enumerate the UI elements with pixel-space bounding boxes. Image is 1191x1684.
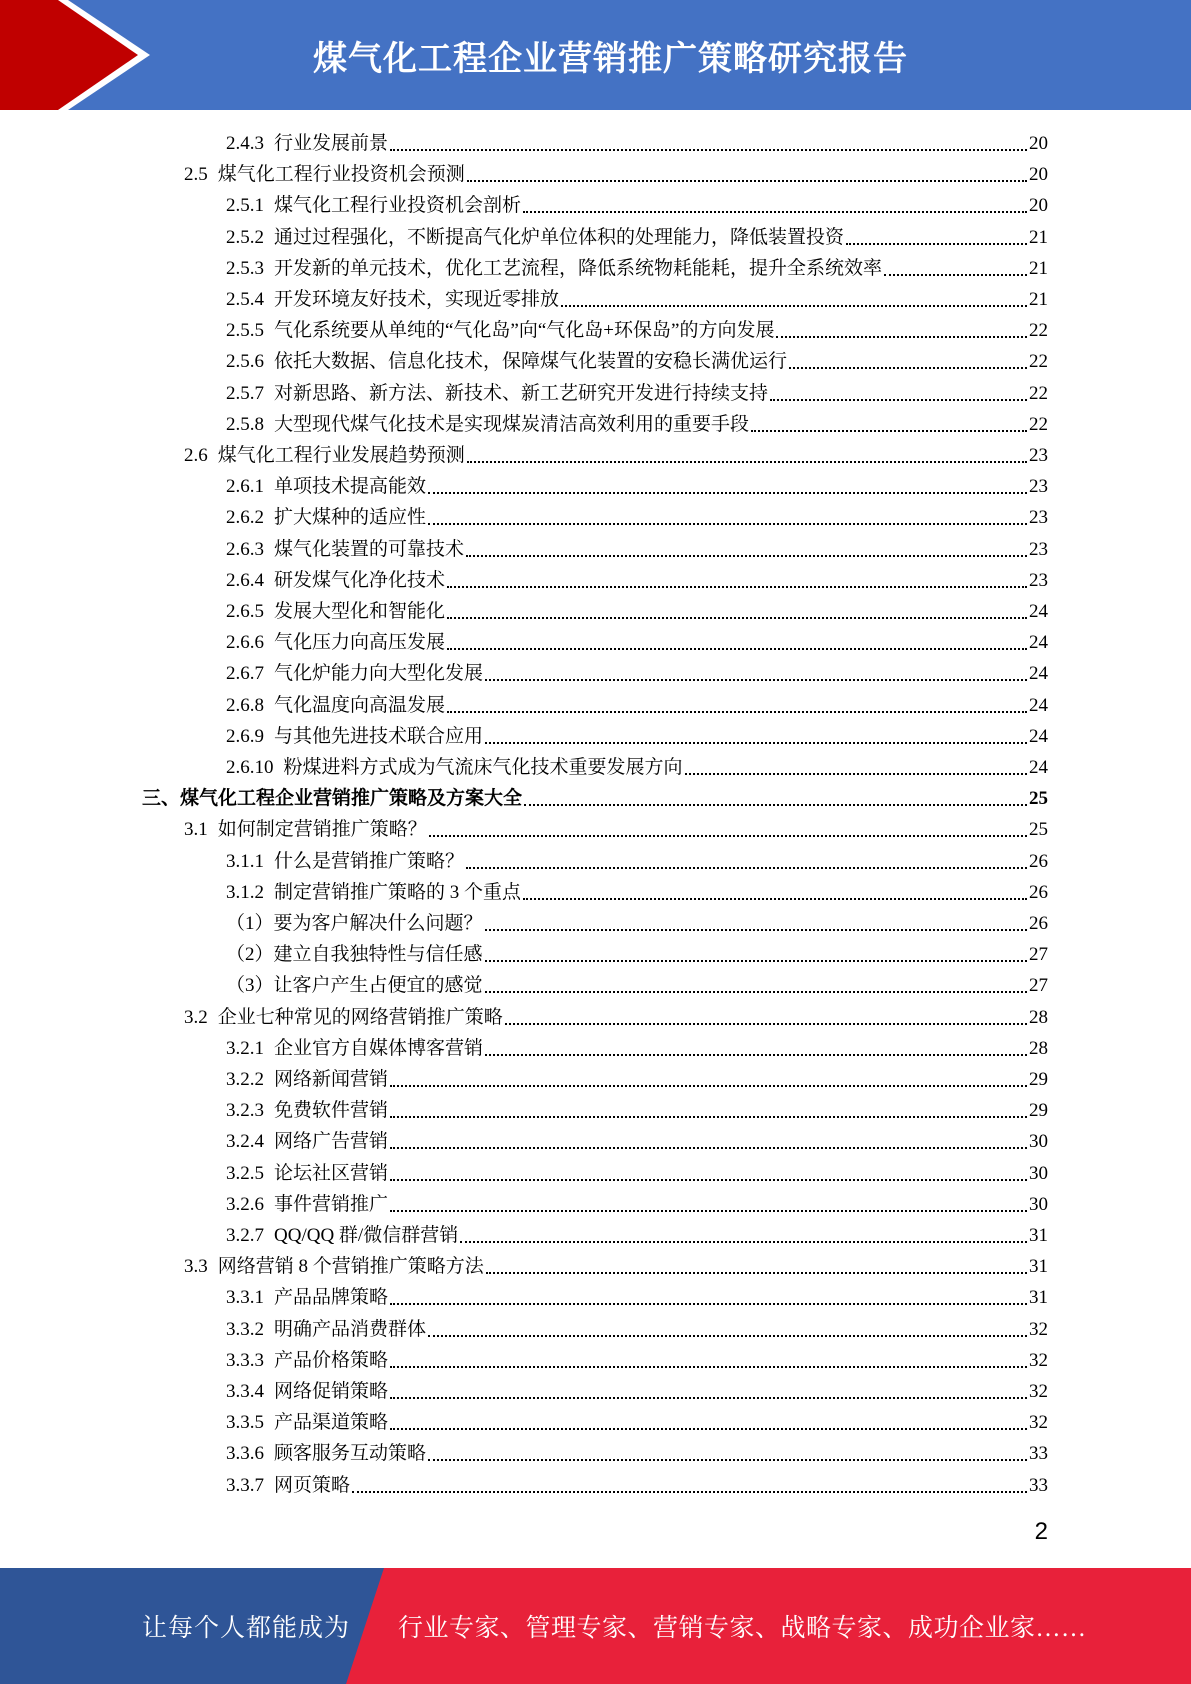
toc-entry[interactable]: [226, 908, 1048, 939]
toc-entry-title: 发展大型化和智能化: [274, 601, 446, 622]
toc-entry-title: 产品价格策略: [274, 1349, 389, 1371]
toc-entry-page: 23: [1029, 538, 1048, 560]
toc-dot-leader: [776, 336, 1027, 338]
toc-entry-page: 24: [1029, 757, 1048, 778]
toc-dot-leader: [789, 367, 1027, 369]
toc-entry-page: 24: [1029, 725, 1048, 747]
toc-entry[interactable]: [184, 1002, 1048, 1033]
toc-entry[interactable]: [142, 783, 1048, 814]
toc-entry[interactable]: [226, 627, 1048, 658]
toc-entry[interactable]: [226, 846, 1048, 877]
toc-entry-title: 论坛社区营销: [274, 1162, 389, 1184]
toc-entry-page: 30: [1029, 1193, 1048, 1215]
toc-entry[interactable]: [226, 222, 1048, 253]
toc-entry-title: 气化压力向高压发展: [274, 632, 446, 654]
toc-entry-page: 23: [1029, 507, 1048, 529]
toc-dot-leader: [561, 305, 1027, 307]
toc-entry-number: 2.6.4: [226, 569, 264, 591]
toc-entry-title: 如何制定营销推广策略？: [217, 819, 427, 841]
toc-entry-title: 气化系统要从单纯的“气化岛”向“气化岛+环保岛”的方向发展: [274, 320, 775, 342]
toc-entry-title: 网页策略: [274, 1474, 351, 1496]
toc-entry-page: 22: [1029, 382, 1048, 404]
toc-entry-page: 21: [1029, 257, 1048, 279]
toc-dot-leader: [352, 1491, 1027, 1493]
toc-entry[interactable]: [184, 159, 1048, 190]
toc-dot-leader: [524, 804, 1027, 806]
toc-entry[interactable]: [226, 1189, 1048, 1220]
toc-entry-title: QQ/QQ 群/微信群营销: [274, 1225, 459, 1246]
toc-entry-number: 2.6.1: [226, 476, 264, 498]
toc-entry[interactable]: [226, 378, 1048, 409]
toc-entry-page: 20: [1029, 164, 1048, 186]
toc-entry-number: 2.6.2: [226, 507, 264, 529]
toc-entry-page: 32: [1029, 1381, 1048, 1402]
toc-entry[interactable]: [226, 284, 1048, 315]
toc-dot-leader: [685, 773, 1027, 775]
toc-entry-title: 开发新的单元技术，优化工艺流程，降低系统物耗能耗，提升全系统效率: [274, 257, 883, 279]
toc-entry-page: 23: [1029, 569, 1048, 591]
toc-entry[interactable]: [226, 1126, 1048, 1157]
toc-entry[interactable]: [184, 440, 1048, 471]
toc-entry-title: 大型现代煤气化技术是实现煤炭清洁高效利用的重要手段: [274, 413, 750, 435]
toc-entry-title: （3）让客户产生占便宜的感觉: [226, 975, 483, 997]
toc-dot-leader: [751, 430, 1027, 432]
toc-entry-page: 22: [1029, 320, 1048, 342]
toc-entry-page: 31: [1029, 1287, 1048, 1309]
toc-dot-leader: [770, 399, 1027, 401]
toc-entry-page: 21: [1029, 289, 1048, 310]
toc-entry-title: 行业发展前景: [274, 133, 389, 154]
toc-entry-title: 通过过程强化，不断提高气化炉单位体积的处理能力，降低装置投资: [274, 226, 845, 248]
toc-entry-number: 2.4.3: [226, 133, 264, 154]
toc-entry-number: 3.3.3: [226, 1349, 264, 1371]
toc-dot-leader: [390, 1085, 1027, 1087]
toc-entry-page: 30: [1029, 1162, 1048, 1184]
toc-entry-title: 免费软件营销: [274, 1100, 389, 1122]
toc-entry-title: 制定营销推广策略的 3 个重点: [274, 881, 522, 903]
toc-dot-leader: [390, 149, 1027, 151]
toc-dot-leader: [466, 867, 1027, 869]
toc-entry-page: 31: [1029, 1225, 1048, 1246]
toc-entry-number: 2.6.9: [226, 725, 264, 747]
toc-entry-title: 三、煤气化工程企业营销推广策略及方案大全: [142, 788, 523, 810]
toc-entry-number: 3.2.6: [226, 1193, 264, 1215]
toc-entry-title: 与其他先进技术联合应用: [274, 725, 484, 747]
toc-entry[interactable]: [226, 1064, 1048, 1095]
toc-entry-number: 3.3.6: [226, 1443, 264, 1465]
toc-entry-page: 24: [1029, 601, 1048, 622]
toc-entry-number: 2.6.6: [226, 632, 264, 654]
toc-entry-number: 2.6.5: [226, 601, 264, 622]
toc-entry-title: 粉煤进料方式成为气流床气化技术重要发展方向: [283, 757, 683, 778]
toc-entry-number: 3.1.1: [226, 850, 264, 872]
toc-entry[interactable]: [226, 502, 1048, 533]
toc-dot-leader: [447, 617, 1027, 619]
red-chevron-decoration: [0, 0, 150, 110]
toc-entry[interactable]: [226, 596, 1048, 627]
toc-entry-page: 23: [1029, 476, 1048, 498]
toc-dot-leader: [390, 1303, 1027, 1305]
toc-entry-number: 3.3: [184, 1256, 208, 1278]
toc-dot-leader: [485, 929, 1027, 931]
footer-slogan-left: 让每个人都能成为: [142, 1615, 351, 1642]
toc-entry-title: （1）要为客户解决什么问题？: [226, 913, 483, 934]
toc-dot-leader: [485, 1054, 1027, 1056]
toc-entry[interactable]: [226, 1095, 1048, 1126]
toc-dot-leader: [390, 1428, 1027, 1430]
toc-entry-page: 28: [1029, 1006, 1048, 1028]
toc-entry-number: 3.2.5: [226, 1162, 264, 1184]
toc-entry-title: 研发煤气化净化技术: [274, 569, 446, 591]
toc-entry-page: 28: [1029, 1037, 1048, 1059]
toc-entry[interactable]: [184, 1251, 1048, 1282]
toc-entry-page: 27: [1029, 944, 1048, 966]
toc-dot-leader: [467, 461, 1027, 463]
toc-entry-title: 产品品牌策略: [274, 1287, 389, 1309]
toc-entry-number: 3.3.5: [226, 1412, 264, 1434]
toc-entry-number: 3.3.7: [226, 1474, 264, 1496]
toc-entry-number: 3.1: [184, 819, 208, 841]
toc-dot-leader: [428, 492, 1027, 494]
toc-entry[interactable]: [226, 534, 1048, 565]
toc-entry-page: 24: [1029, 632, 1048, 654]
toc-entry-page: 23: [1029, 445, 1048, 466]
toc-entry-page: 24: [1029, 694, 1048, 716]
toc-entry-number: 2.5: [184, 164, 208, 186]
toc-entry-number: 2.5.4: [226, 289, 264, 310]
toc-entry-page: 20: [1029, 195, 1048, 217]
toc-entry[interactable]: [226, 315, 1048, 346]
toc-entry-page: 25: [1029, 819, 1048, 841]
toc-entry[interactable]: [226, 253, 1048, 284]
toc-dot-leader: [467, 180, 1027, 182]
toc-entry[interactable]: [226, 1470, 1048, 1501]
toc-entry-number: 2.5.8: [226, 413, 264, 435]
toc-dot-leader: [390, 1147, 1027, 1149]
toc-entry[interactable]: [226, 346, 1048, 377]
toc-dot-leader: [390, 1366, 1027, 1368]
toc-entry-number: 2.5.7: [226, 382, 264, 404]
toc-entry[interactable]: [226, 1033, 1048, 1064]
toc-entry[interactable]: [226, 128, 1048, 159]
toc-entry-number: 2.6.3: [226, 538, 264, 560]
toc-entry-number: 3.2.2: [226, 1069, 264, 1090]
toc-entry[interactable]: [226, 1220, 1048, 1251]
toc-dot-leader: [390, 1179, 1027, 1181]
toc-entry-number: 2.6.7: [226, 663, 264, 685]
toc-entry-title: 什么是营销推广策略？: [274, 850, 465, 872]
toc-entry-page: 21: [1029, 226, 1048, 248]
toc-entry-title: 扩大煤种的适应性: [274, 507, 427, 529]
toc-entry-number: 3.3.2: [226, 1318, 264, 1340]
toc-entry[interactable]: [226, 939, 1048, 970]
toc-entry-page: 26: [1029, 881, 1048, 903]
toc-entry-page: 31: [1029, 1256, 1048, 1278]
page-footer: [0, 1568, 1191, 1684]
toc-entry-title: 气化炉能力向大型化发展: [274, 663, 484, 685]
toc-dot-leader: [390, 1397, 1027, 1399]
toc-entry-title: 事件营销推广: [274, 1193, 389, 1215]
toc-entry[interactable]: [226, 1158, 1048, 1189]
toc-dot-leader: [523, 211, 1027, 213]
toc-entry[interactable]: [226, 1314, 1048, 1345]
toc-dot-leader: [485, 742, 1027, 744]
toc-entry-page: 33: [1029, 1474, 1048, 1496]
toc-entry-title: 网络促销策略: [274, 1381, 389, 1402]
report-title: 煤气化工程企业营销推广策略研究报告: [313, 38, 908, 79]
toc-dot-leader: [460, 1241, 1027, 1243]
toc-dot-leader: [390, 1116, 1027, 1118]
toc-entry-title: 煤气化工程行业发展趋势预测: [217, 445, 465, 466]
toc-entry-number: 2.5.2: [226, 226, 264, 248]
toc-dot-leader: [485, 960, 1027, 962]
toc-entry-number: 3.2.3: [226, 1100, 264, 1122]
toc-entry[interactable]: [226, 471, 1048, 502]
toc-entry-number: 2.5.5: [226, 320, 264, 342]
toc-entry-number: 3.3.4: [226, 1381, 264, 1402]
toc-entry-page: 32: [1029, 1318, 1048, 1340]
toc-entry-title: 顾客服务互动策略: [274, 1443, 427, 1465]
toc-entry-page: 26: [1029, 850, 1048, 872]
toc-entry-page: 30: [1029, 1131, 1048, 1153]
toc-entry-page: 26: [1029, 913, 1048, 934]
toc-entry[interactable]: [226, 565, 1048, 596]
toc-entry-number: 3.2.4: [226, 1131, 264, 1153]
toc-entry-page: 22: [1029, 351, 1048, 373]
toc-entry[interactable]: [226, 1376, 1048, 1407]
toc-dot-leader: [447, 586, 1027, 588]
toc-entry-page: 29: [1029, 1069, 1048, 1090]
toc-entry-page: 33: [1029, 1443, 1048, 1465]
toc-entry-title: 网络新闻营销: [274, 1069, 389, 1090]
toc-entry-number: 3.3.1: [226, 1287, 264, 1309]
toc-dot-leader: [884, 274, 1027, 276]
toc-dot-leader: [428, 1335, 1027, 1337]
toc-entry-title: 明确产品消费群体: [274, 1318, 427, 1340]
toc-dot-leader: [523, 898, 1027, 900]
toc-entry-page: 20: [1029, 133, 1048, 154]
toc-entry-title: 依托大数据、信息化技术，保障煤气化装置的安稳长满优运行: [274, 351, 788, 373]
toc-dot-leader: [390, 1210, 1027, 1212]
toc-entry-title: 企业七种常见的网络营销推广策略: [217, 1006, 503, 1028]
toc-dot-leader: [485, 991, 1027, 993]
toc-entry-title: 煤气化工程行业投资机会剖析: [274, 195, 522, 217]
toc-entry-title: 气化温度向高温发展: [274, 694, 446, 716]
toc-entry-title: 网络广告营销: [274, 1131, 389, 1153]
toc-entry-title: 网络营销 8 个营销推广策略方法: [217, 1256, 484, 1278]
toc-entry[interactable]: [226, 970, 1048, 1001]
toc-entry-page: 27: [1029, 975, 1048, 997]
toc-entry-title: 单项技术提高能效: [274, 476, 427, 498]
footer-slogan-right: 行业专家、管理专家、营销专家、战略专家、成功企业家……: [398, 1615, 1087, 1642]
toc-entry-title: 产品渠道策略: [274, 1412, 389, 1434]
toc-entry[interactable]: [226, 1345, 1048, 1376]
toc-dot-leader: [846, 243, 1027, 245]
toc-entry-page: 22: [1029, 413, 1048, 435]
toc-entry-number: 2.6.10: [226, 757, 274, 778]
toc-entry-title: 开发环境友好技术，实现近零排放: [274, 289, 560, 310]
toc-dot-leader: [466, 555, 1027, 557]
toc-entry-number: 2.6.8: [226, 694, 264, 716]
toc-entry-number: 3.2.1: [226, 1037, 264, 1059]
toc-entry[interactable]: [226, 1438, 1048, 1469]
page-header: [0, 0, 1191, 110]
toc-entry[interactable]: [226, 1407, 1048, 1438]
toc-entry[interactable]: [226, 409, 1048, 440]
toc-entry-title: （2）建立自我独特性与信任感: [226, 944, 483, 966]
toc-entry-page: 32: [1029, 1349, 1048, 1371]
toc-entry-page: 29: [1029, 1100, 1048, 1122]
toc-entry[interactable]: [226, 658, 1048, 689]
toc-entry-number: 3.2.7: [226, 1225, 264, 1246]
toc-entry-page: 32: [1029, 1412, 1048, 1434]
toc-entry[interactable]: [226, 690, 1048, 721]
toc-entry-number: 2.6: [184, 445, 208, 466]
toc-dot-leader: [486, 1272, 1027, 1274]
toc-entry-number: 2.5.1: [226, 195, 264, 217]
toc-entry-title: 企业官方自媒体博客营销: [274, 1037, 484, 1059]
toc-entry-page: 24: [1029, 663, 1048, 685]
toc-entry[interactable]: [226, 877, 1048, 908]
page-number: 2: [1034, 1518, 1048, 1545]
toc-entry-title: 煤气化装置的可靠技术: [274, 538, 465, 560]
toc-entry-number: 3.1.2: [226, 881, 264, 903]
toc-dot-leader: [429, 835, 1027, 837]
toc-entry-number: 3.2: [184, 1006, 208, 1028]
toc-dot-leader: [428, 523, 1027, 525]
toc-entry[interactable]: [226, 190, 1048, 221]
toc-entry[interactable]: [184, 814, 1048, 845]
toc-dot-leader: [428, 1459, 1027, 1461]
toc-dot-leader: [505, 1023, 1027, 1025]
toc-entry-title: 煤气化工程行业投资机会预测: [217, 164, 465, 186]
toc-entry-number: 2.5.6: [226, 351, 264, 373]
toc-entry-title: 对新思路、新方法、新技术、新工艺研究开发进行持续支持: [274, 382, 769, 404]
toc-dot-leader: [447, 711, 1027, 713]
toc-entry[interactable]: [226, 752, 1048, 783]
toc-dot-leader: [447, 648, 1027, 650]
toc-entry[interactable]: [226, 721, 1048, 752]
toc-entry-page: 25: [1029, 788, 1048, 810]
toc-entry-number: 2.5.3: [226, 257, 264, 279]
toc-entry[interactable]: [226, 1282, 1048, 1313]
toc-dot-leader: [485, 679, 1027, 681]
